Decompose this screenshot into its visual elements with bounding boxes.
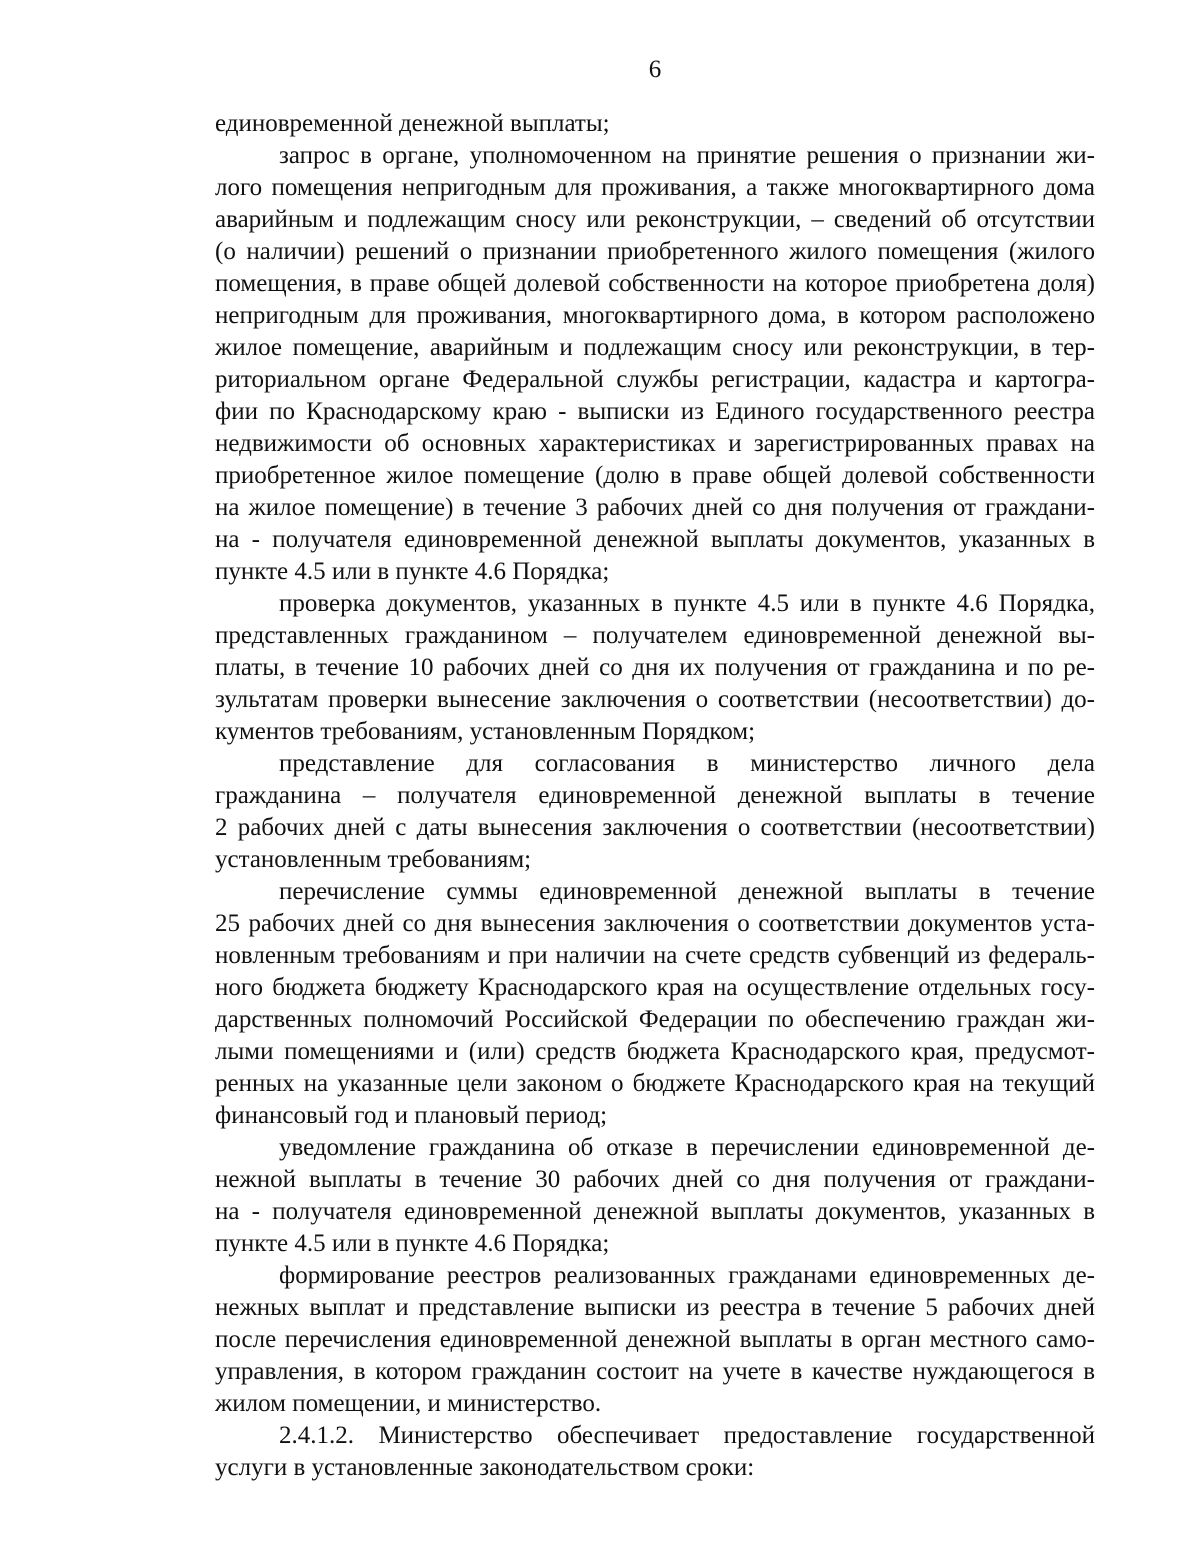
text-line: зультатам проверки вынесение заключения о соответствии (несоответствии) до- [215, 686, 1095, 713]
page-number: 6 [648, 56, 662, 83]
text-line: 2.4.1.2. Министерство обеспечивает предоставление государственной [279, 1422, 1095, 1449]
text-line: (о наличии) решений о признании приобретенного жилого помещения (жилого [215, 238, 1095, 265]
text-line: дарственных полномочий Российской Федерации по обеспечению граждан жи- [215, 1006, 1095, 1033]
text-line: пункте 4.5 или в пункте 4.6 Порядка; [215, 558, 610, 585]
text-line: жилое помещение, аварийным и подлежащим сносу или реконструкции, в тер- [215, 334, 1095, 361]
text-line: гражданина – получателя единовременной денежной выплаты в течение [215, 782, 1095, 809]
text-line: фии по Краснодарскому краю - выписки из Единого государственного реестра [215, 398, 1095, 425]
text-line: помещения, в праве общей долевой собственности на которое приобретена доля) [215, 270, 1095, 297]
text-line: непригодным для проживания, многоквартирного дома, в котором расположено [215, 302, 1095, 329]
text-line: лого помещения непригодным для проживания, а также многоквартирного дома [215, 174, 1095, 201]
text-line: проверка документов, указанных в пункте 4.5 или в пункте 4.6 Порядка, [279, 590, 1095, 617]
text-line: риториальном органе Федеральной службы регистрации, кадастра и картогра- [215, 366, 1095, 393]
text-line: запрос в органе, уполномоченном на принятие решения о признании жи- [279, 142, 1095, 169]
text-line: после перечисления единовременной денежной выплаты в орган местного само- [215, 1326, 1095, 1353]
text-line: перечисление суммы единовременной денежной выплаты в течение [279, 878, 1095, 905]
text-line: услуги в установленные законодательством сроки: [215, 1454, 755, 1481]
text-line: пункте 4.5 или в пункте 4.6 Порядка; [215, 1230, 610, 1257]
text-line: 2 рабочих дней с даты вынесения заключения о соответствии (несоответствии) [215, 814, 1095, 841]
text-line: единовременной денежной выплаты; [215, 110, 610, 137]
text-line: приобретенное жилое помещение (долю в праве общей долевой собственности [215, 462, 1095, 489]
text-line: платы, в течение 10 рабочих дней со дня их получения от гражданина и по ре- [215, 654, 1095, 681]
text-line: на - получателя единовременной денежной выплаты документов, указанных в [215, 1198, 1095, 1225]
document-body [215, 108, 1095, 1484]
text-line: аварийным и подлежащим сносу или реконструкции, – сведений об отсутствии [215, 206, 1095, 233]
text-line: ного бюджета бюджету Краснодарского края на осуществление отдельных госу- [215, 974, 1095, 1001]
text-line: уведомление гражданина об отказе в перечислении единовременной де- [279, 1134, 1095, 1161]
text-line: финансовый год и плановый период; [215, 1102, 608, 1129]
text-line: установленным требованиям; [215, 846, 532, 873]
text-line: управления, в котором гражданин состоит на учете в качестве нуждающегося в [215, 1358, 1095, 1385]
text-line: ренных на указанные цели законом о бюджете Краснодарского края на текущий [215, 1070, 1095, 1097]
text-line: представление для согласования в министерство личного дела [279, 750, 1095, 777]
text-line: 25 рабочих дней со дня вынесения заключения о соответствии документов уста- [215, 910, 1095, 937]
text-line: на - получателя единовременной денежной выплаты документов, указанных в [215, 526, 1095, 553]
text-line: нежных выплат и представление выписки из реестра в течение 5 рабочих дней [215, 1294, 1095, 1321]
text-line: недвижимости об основных характеристиках и зарегистрированных правах на [215, 430, 1095, 457]
text-line: формирование реестров реализованных гражданами единовременных де- [279, 1262, 1095, 1289]
text-line: жилом помещении, и министерство. [215, 1390, 602, 1417]
text-line: кументов требованиям, установленным Порядком; [215, 718, 756, 745]
text-line: лыми помещениями и (или) средств бюджета Краснодарского края, предусмот- [215, 1038, 1095, 1065]
text-line: новленным требованиям и при наличии на счете средств субвенций из федераль- [215, 942, 1095, 969]
text-line: представленных гражданином – получателем единовременной денежной вы- [215, 622, 1095, 649]
text-line: на жилое помещение) в течение 3 рабочих дней со дня получения от граждани- [215, 494, 1095, 521]
text-line: нежной выплаты в течение 30 рабочих дней со дня получения от граждани- [215, 1166, 1095, 1193]
